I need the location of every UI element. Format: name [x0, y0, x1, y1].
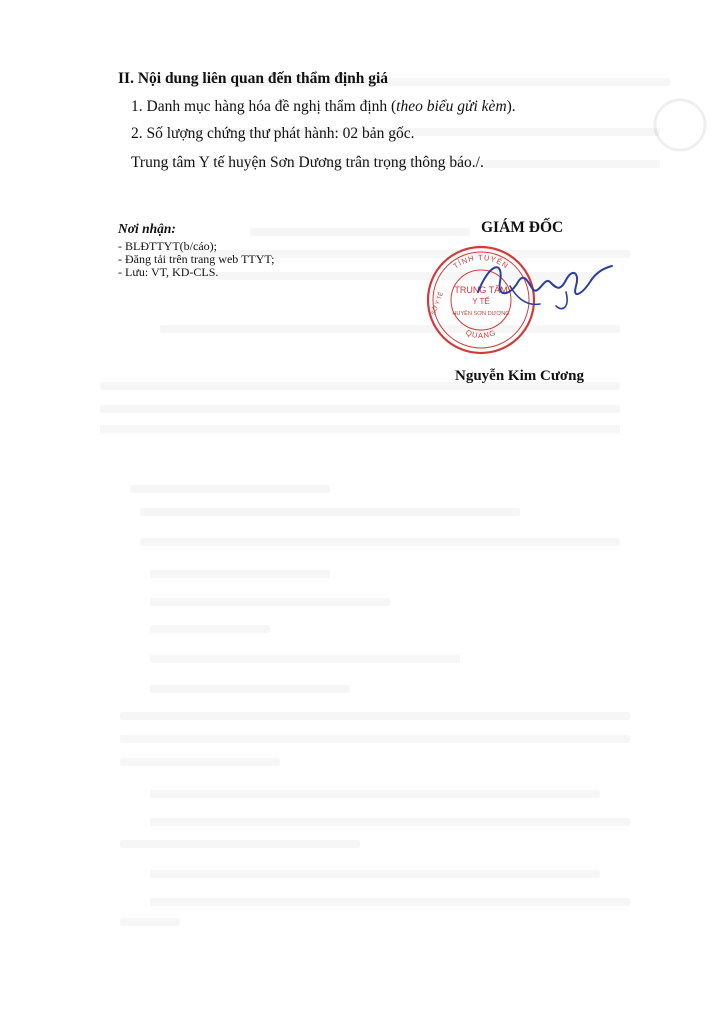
item-1-suffix: ).	[506, 98, 516, 115]
section-heading: II. Nội dung liên quan đến thẩm định giá	[118, 70, 389, 87]
recipient-item: - Đăng tải trên trang web TTYT;	[118, 253, 274, 266]
item-1-italic: theo biểu gửi kèm	[396, 98, 507, 115]
seal-line-2: Y TẾ	[472, 297, 490, 306]
seal-ring-bottom: QUANG	[464, 327, 498, 340]
closing-line: Trung tâm Y tế huyện Sơn Dương trân trọng thông báo./.	[131, 154, 484, 171]
recipients-heading: Nơi nhận:	[118, 221, 176, 236]
item-1-line	[131, 98, 516, 116]
item-2-line: 2. Số lượng chứng thư phát hành: 02 bản gốc.	[131, 125, 415, 142]
recipient-item: - BLĐTTYT(b/cáo);	[118, 240, 274, 253]
seal-line-1: TRUNG TÂM	[454, 285, 508, 295]
recipient-item: - Lưu: VT, KD-CLS.	[118, 266, 274, 279]
seal-ring-left: SỞ Y TẾ	[431, 291, 445, 316]
signer-name: Nguyễn Kim Cương	[455, 368, 584, 384]
handwritten-signature	[470, 252, 620, 316]
signer-position: GIÁM ĐỐC	[481, 219, 564, 236]
recipients-list	[118, 240, 274, 279]
seal-ring-top: TỈNH TUYÊN	[451, 252, 511, 271]
bleed-seal-mark	[640, 95, 720, 155]
item-1-prefix: 1. Danh mục hàng hóa đề nghị thẩm định (	[131, 98, 397, 115]
seal-line-3: HUYỆN SƠN DƯƠNG	[452, 311, 510, 317]
